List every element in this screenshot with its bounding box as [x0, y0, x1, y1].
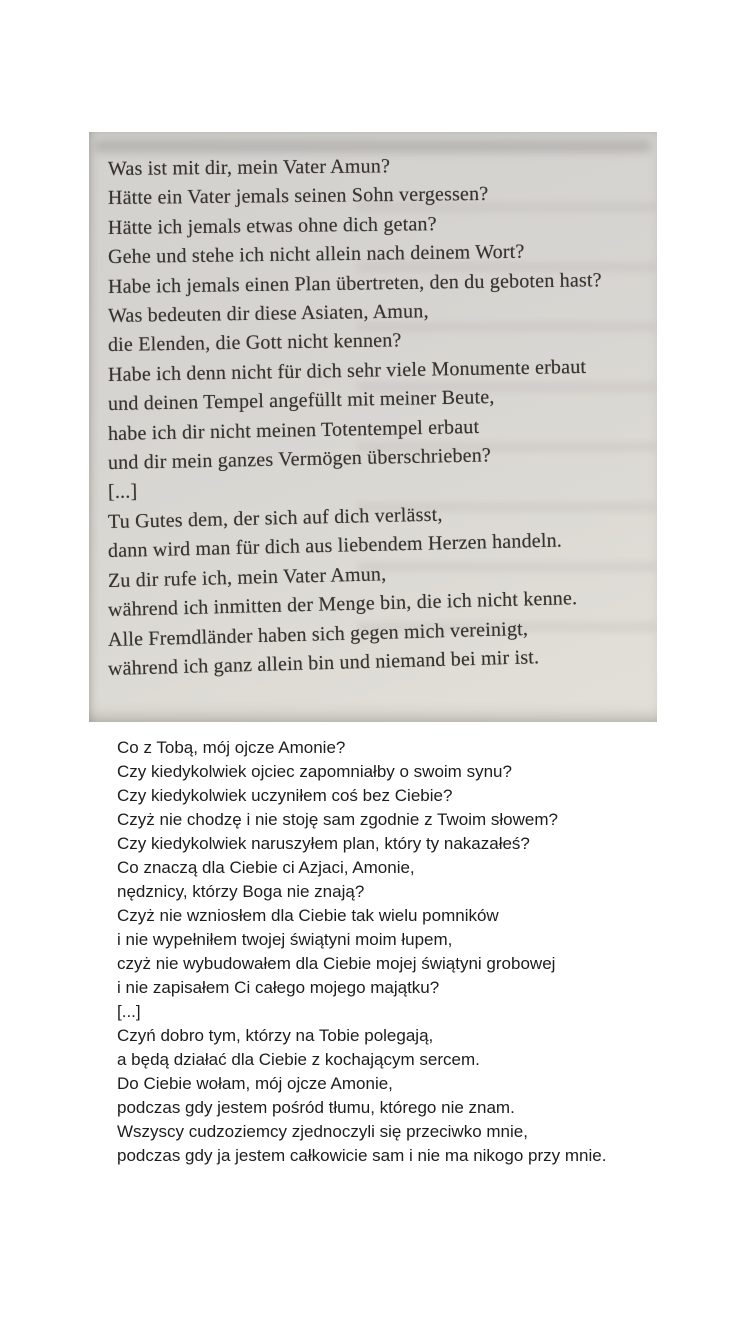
polish-translation [117, 736, 747, 1168]
polish-line: Czyż nie wzniosłem dla Ciebie tak wielu pomników [117, 906, 499, 925]
polish-line: Czyń dobro tym, którzy na Tobie polegają, [117, 1026, 434, 1045]
german-line: während ich ganz allein bin und niemand bei mir ist. [107, 646, 540, 680]
polish-line: czyż nie wybudowałem dla Ciebie mojej świątyni grobowej [117, 954, 556, 973]
polish-line: Czyż nie chodzę i nie stoję sam zgodnie z Twoim słowem? [117, 810, 558, 829]
polish-line: podczas gdy ja jestem całkowicie sam i nie ma nikogo przy mnie. [117, 1146, 607, 1165]
polish-line: a będą działać dla Ciebie z kochającym sercem. [117, 1050, 480, 1069]
polish-line: Co znaczą dla Ciebie ci Azjaci, Amonie, [117, 858, 415, 877]
german-line: Alle Fremdländer haben sich gegen mich vereinigt, [107, 617, 529, 651]
german-poem [108, 155, 650, 684]
polish-line: Czy kiedykolwiek ojciec zapomniałby o swoim synu? [117, 762, 512, 781]
german-line: und deinen Tempel angefüllt mit meiner Beute, [107, 386, 495, 416]
polish-line-ellipsis: [...] [117, 1002, 141, 1021]
polish-line: podczas gdy jestem pośród tłumu, którego nie znam. [117, 1098, 515, 1117]
polish-line: i nie zapisałem Ci całego mojego majątku? [117, 978, 440, 997]
polish-line: nędznicy, którzy Boga nie znają? [117, 882, 365, 901]
german-line: die Elenden, die Gott nicht kennen? [107, 329, 402, 357]
polish-line: Czy kiedykolwiek naruszyłem plan, który ty nakazałeś? [117, 834, 530, 853]
german-line: Hätte ein Vater jemals seinen Sohn vergessen? [107, 183, 489, 210]
german-line: während ich inmitten der Menge bin, die ich nicht kenne. [107, 587, 578, 622]
polish-line: Do Ciebie wołam, mój ojcze Amonie, [117, 1074, 393, 1093]
polish-line: Wszyscy cudzoziemcy zjednoczyli się przeciwko mnie, [117, 1122, 528, 1141]
german-line: Tu Gutes dem, der sich auf dich verlässt, [107, 503, 443, 533]
german-line: Was ist mit dir, mein Vater Amun? [107, 155, 391, 180]
german-line: Hätte ich jemals etwas ohne dich getan? [107, 212, 437, 239]
polish-line: Czy kiedykolwiek uczyniłem coś bez Ciebie? [117, 786, 453, 805]
german-line: Habe ich jemals einen Plan übertreten, den du geboten hast? [107, 268, 602, 298]
german-line: habe ich dir nicht meinen Totentempel erbaut [107, 415, 480, 445]
german-line: und dir mein ganzes Vermögen überschrieben? [107, 444, 492, 475]
polish-line: Co z Tobą, mój ojcze Amonie? [117, 738, 346, 757]
german-line-ellipsis: [...] [107, 480, 138, 504]
german-line: Zu dir rufe ich, mein Vater Amun, [107, 562, 387, 592]
german-line: dann wird man für dich aus liebendem Herzen handeln. [107, 529, 563, 563]
book-page-photo [89, 132, 657, 722]
german-line: Habe ich denn nicht für dich sehr viele Monumente erbaut [107, 355, 587, 386]
german-line: Gehe und stehe ich nicht allein nach deinem Wort? [107, 240, 525, 269]
german-line: Was bedeuten dir diese Asiaten, Amun, [107, 300, 429, 328]
polish-line: i nie wypełniłem twojej świątyni moim łupem, [117, 930, 453, 949]
